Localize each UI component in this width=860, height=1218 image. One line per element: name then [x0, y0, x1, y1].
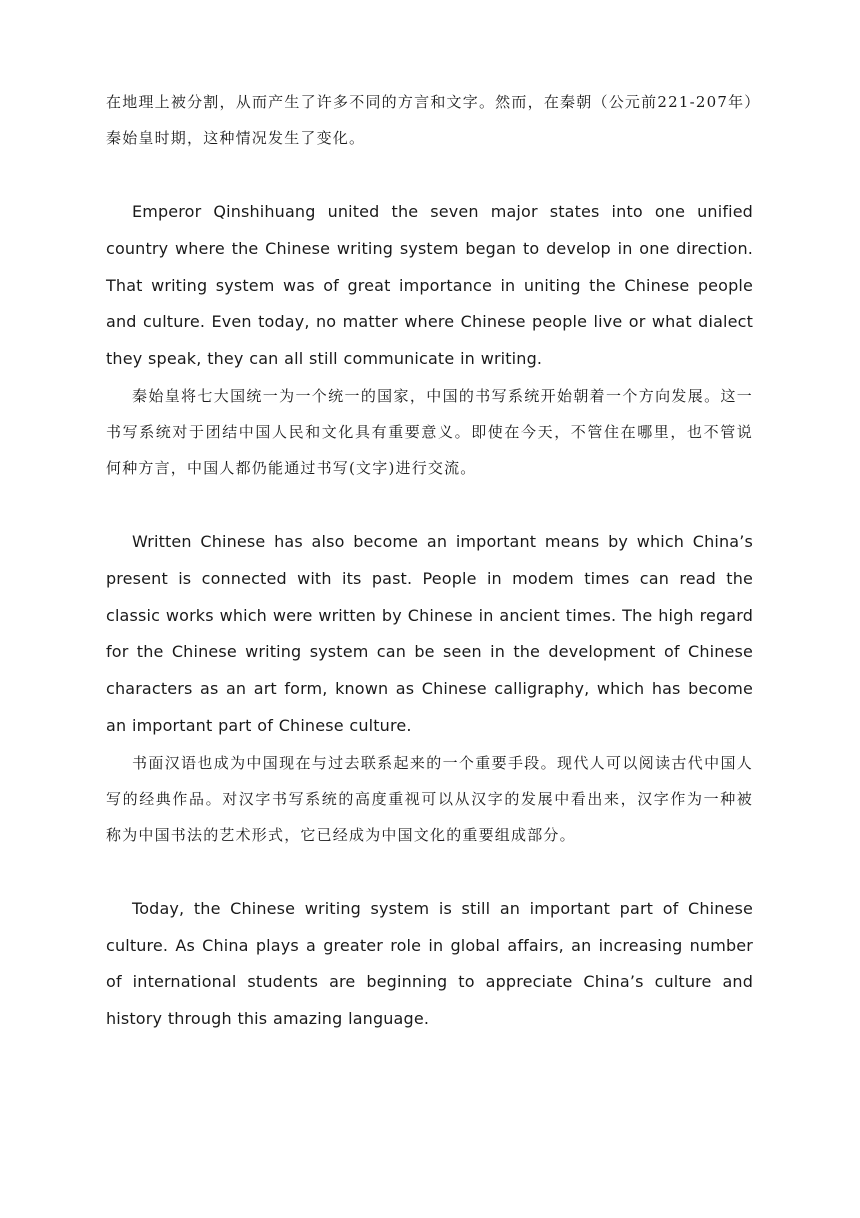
paragraph-gap — [106, 853, 753, 891]
document-body — [106, 84, 753, 1038]
paragraph-gap — [106, 156, 753, 194]
paragraph-en-2: Written Chinese has also become an important means by which China’s present is connected with its past. People in modem times can read the classic works which were written by Chinese in ancient times. The high regard for the Chinese writing system can be seen in the development of Chinese characters as an art form, known as Chinese calligraphy, which has become an important part of Chinese culture. — [106, 531, 753, 735]
paragraph-en-3: Today, the Chinese writing system is still an important part of Chinese culture. As China plays a greater role in global affairs, an increasing number of international students are beginning to appreciate China’s culture and history through this amazing language. — [106, 898, 753, 1029]
paragraph-zh-2: 书面汉语也成为中国现在与过去联系起来的一个重要手段。现代人可以阅读古代中国人写的经典作品。对汉字书写系统的高度重视可以从汉字的发展中看出来，汉字作为一种被称为中国书法的艺术形式，它已经成为中国文化的重要组成部分。 — [106, 753, 753, 844]
paragraph-en-1: Emperor Qinshihuang united the seven major states into one unified country where the Chinese writing system began to develop in one direction. That writing system was of great importance in uniting the Chinese people and culture. Even today, no matter where Chinese people live or what dialect they speak, they can all still communicate in writing. — [106, 202, 753, 369]
paragraph-zh-1: 秦始皇将七大国统一为一个统一的国家，中国的书写系统开始朝着一个方向发展。这一书写系统对于团结中国人民和文化具有重要意义。即使在今天，不管住在哪里，也不管说何种方言，中国人都仍能通过书写(文字)进行交流。 — [106, 386, 753, 477]
paragraph-zh-intro: 在地理上被分割，从而产生了许多不同的方言和文字。然而，在秦朝（公元前221-207年）秦始皇时期，这种情况发生了变化。 — [106, 93, 753, 147]
paragraph-gap — [106, 486, 753, 524]
